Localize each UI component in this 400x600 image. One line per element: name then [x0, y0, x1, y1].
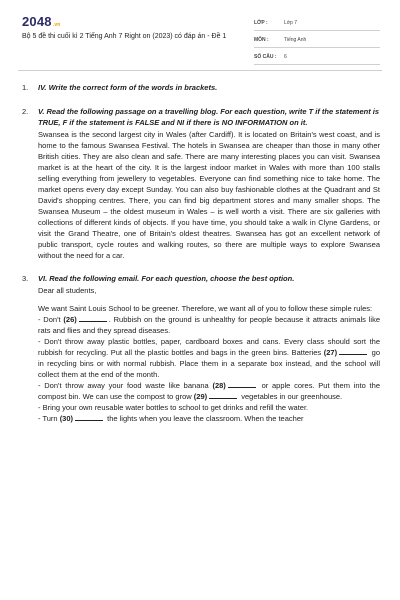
answer-blank[interactable] — [75, 413, 103, 421]
reading-passage: Swansea is the second largest city in Wales (after Cardiff). It is located on Britain's west coast, and is home to the famous Swansea Festival. The hotels in Swansea are cheaper than those in many other British cities. They are also clean and safe. There are many interesting places you can visit. Swansea market is at the heart of the city. It is the largest indoor market in Wales with more than 100 stalls selling everything from jewellery to vegetables. Everyone can find something nice to take home. The market opens every day except Sunday. You can also buy fashionable clothes at the Quadrant and St David's shopping centres. There, you can find big department stores and many smaller shops. The Swansea Museum – the oldest museum in Wales – is well worth a visit. There are six galleries with collections of different kinds of objects. If you have time, you should take a walk in Clyne Gardens, or visit the Grand Theatre, one of Britain's oldest theatres. Swansea has got an excellent network of public transport, cycle routes and walking routes, so there are multiple ways to explore Swansea without the need for a car. — [38, 130, 380, 260]
meta-value-question-count: 6 — [284, 54, 287, 60]
rule-text: - Don't throw away your food waste like banana — [38, 381, 209, 390]
question-1 — [22, 82, 380, 94]
answer-blank[interactable] — [339, 347, 367, 355]
header-divider — [18, 70, 382, 71]
email-intro: We want Saint Louis School to be greener. Therefore, we want all of you to follow these simple rules: — [38, 304, 373, 313]
question-title: IV. Write the correct form of the words in brackets. — [38, 83, 218, 92]
logo-suffix: .vn — [52, 22, 61, 28]
logo-text: 2048 — [22, 14, 52, 29]
question-title: V. Read the following passage on a travelling blog. For each question, write T if the statement is TRUE, F if the statement is FALSE and NI if there is NO INFORMATION on it. — [38, 107, 380, 127]
email-rule-3 — [38, 380, 380, 402]
question-body — [38, 82, 380, 94]
page-header — [0, 0, 400, 62]
rule-text: . Rubbish on the ground is unhealthy for people because it attracts animals like rats and flies and they spread diseases. — [38, 315, 380, 335]
document-title: Bộ 5 đề thi cuối kì 2 Tiếng Anh 7 Right on (2023) có đáp án - Đề 1 — [22, 33, 227, 40]
email-rule-5 — [38, 413, 380, 424]
question-2 — [22, 106, 380, 261]
blank-number: (30) — [59, 414, 74, 423]
question-body — [38, 106, 380, 261]
meta-value-class: Lớp 7 — [284, 20, 298, 26]
site-logo[interactable] — [22, 14, 61, 29]
meta-row-subject — [254, 33, 380, 48]
email-rule-2 — [38, 336, 380, 380]
meta-row-class — [254, 16, 380, 31]
rule-text: go in recycling bins or with normal rubbish. Place them in a separate box instead, and the school will collect them at the end of the month. — [38, 348, 381, 379]
blank-number: (28) — [212, 381, 226, 390]
answer-blank[interactable] — [79, 314, 107, 322]
question-3 — [22, 273, 380, 424]
meta-label-question-count: SỐ CÂU : — [254, 54, 277, 60]
meta-panel — [254, 16, 380, 67]
blank-number: (26) — [63, 315, 77, 324]
meta-label-class: LỚP : — [254, 20, 268, 26]
rule-text: or apple cores. Put them into the compost bin. We can use the compost to grow — [38, 381, 380, 401]
meta-row-question-count — [254, 50, 380, 65]
meta-label-subject: MÔN : — [254, 37, 269, 43]
question-number: 3. — [22, 274, 29, 283]
blank-number: (29) — [193, 392, 208, 401]
email-rule-4: - Bring your own reusable water bottles to school to get drinks and refill the water. — [38, 403, 309, 412]
blank-number: (27) — [323, 348, 338, 357]
question-number: 2. — [22, 107, 29, 116]
rule-text: vegetables in our greenhouse. — [241, 392, 343, 401]
rule-text: - Turn — [38, 414, 58, 423]
question-title: VI. Read the following email. For each question, choose the best option. — [38, 274, 295, 283]
question-number: 1. — [22, 83, 29, 92]
email-greeting: Dear all students, — [38, 286, 97, 295]
question-body — [38, 273, 380, 424]
rule-text: the lights when you leave the classroom. When the teacher — [107, 414, 304, 423]
email-rule-1 — [38, 314, 380, 336]
exam-content — [22, 82, 380, 436]
rule-text: - Don't — [38, 315, 61, 324]
meta-value-subject: Tiếng Anh — [284, 37, 307, 43]
answer-blank[interactable] — [209, 391, 237, 399]
rule-text: - Don't throw away plastic bottles, paper, cardboard boxes and cans. Every class should sort the rubbish for recycling. Put all the plastic bottles and bags in the green bins. Batteries — [38, 337, 380, 357]
answer-blank[interactable] — [228, 380, 256, 388]
